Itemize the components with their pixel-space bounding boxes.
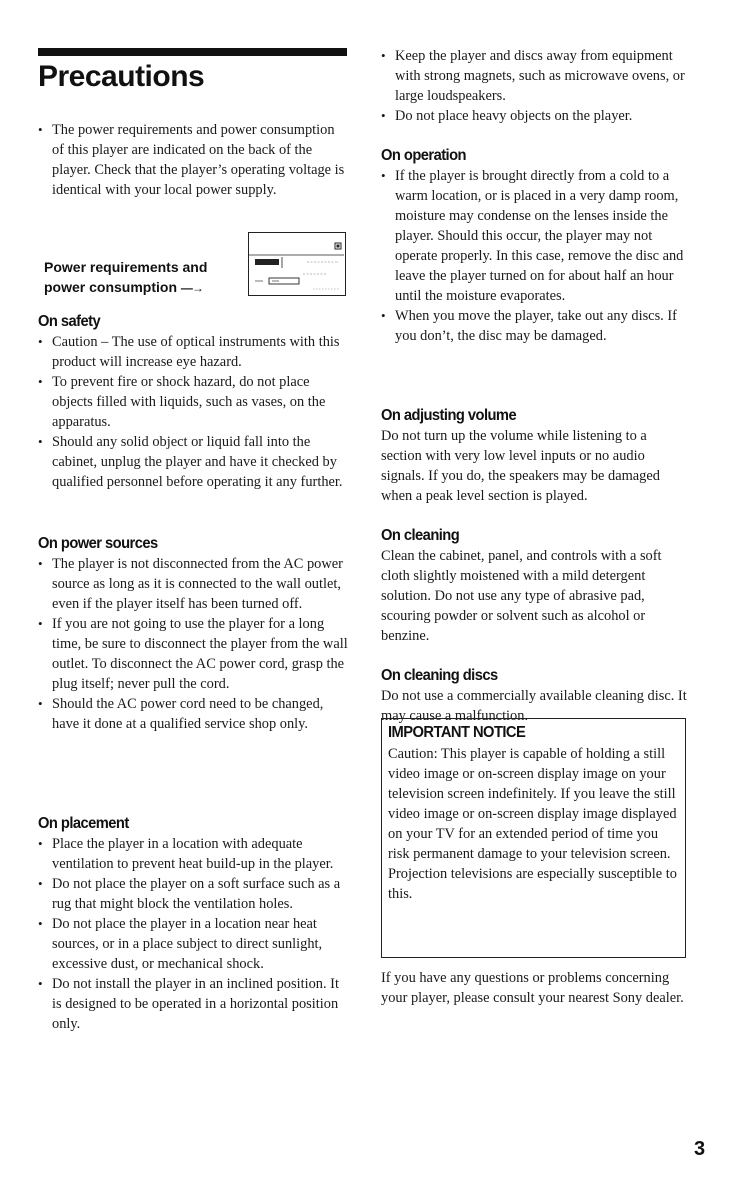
safety-list xyxy=(38,332,350,492)
arrow-right-icon: —→ xyxy=(180,281,203,295)
on-cleaning-section xyxy=(381,526,689,646)
callout-line-1: Power requirements and xyxy=(44,259,208,275)
on-cleaning-discs-section xyxy=(381,666,689,726)
notice-text: Caution: This player is capable of holding a still video image or on-screen display image on your television screen indefinitely. If you leave the still video image or on-screen display image displayed on your TV for an extended period of time you risk permanent damage to your television screen. Projection televisions are especially susceptible to this. xyxy=(388,746,677,902)
list-item: • Do not place the player on a soft surface such as a rug that might block the ventilation holes. xyxy=(38,874,350,914)
rating-plate-drawing xyxy=(249,233,344,294)
power-requirements-callout xyxy=(44,257,207,298)
list-item: • Caution – The use of optical instruments with this product will increase eye hazard. xyxy=(38,332,350,372)
operation-list xyxy=(381,166,689,346)
list-item: • The player is not disconnected from the AC power source as long as it is connected to the wall outlet, even if the player itself has been turned off. xyxy=(38,554,350,614)
placement-continued-section xyxy=(381,46,689,126)
section-heading: On cleaning discs xyxy=(381,667,498,684)
placement-list xyxy=(38,834,350,1034)
section-heading: On power sources xyxy=(38,535,158,552)
list-item: • Do not place the player in a location near heat sources, or in a place subject to direct sunlight, excessive dust, or mechanical shock. xyxy=(38,914,350,974)
title-rule xyxy=(38,48,347,56)
placement-continued-list xyxy=(381,46,689,126)
list-item: • Do not install the player in an inclined position. It is designed to be operated in a horizontal position only. xyxy=(38,974,350,1034)
list-item: • When you move the player, take out any discs. If you don’t, the disc may be damaged. xyxy=(381,306,689,346)
closing-section xyxy=(381,968,689,1008)
callout-line-2: power consumption xyxy=(44,279,177,295)
list-item: • Should the AC power cord need to be changed, have it done at a qualified service shop only. xyxy=(38,694,350,734)
section-text: Clean the cabinet, panel, and controls with a soft cloth slightly moistened with a mild detergent solution. Do not use any type of abrasive pad, scouring powder or solvent such as alcohol or benzine. xyxy=(381,548,662,644)
on-power-sources-section xyxy=(38,534,350,734)
intro-section xyxy=(38,120,350,200)
list-item: • Do not place heavy objects on the player. xyxy=(381,106,689,126)
page-title: Precautions xyxy=(38,60,205,93)
list-item: • To prevent fire or shock hazard, do not place objects filled with liquids, such as vases, on the apparatus. xyxy=(38,372,350,432)
section-text: Do not turn up the volume while listening to a section with very low level inputs or no audio signals. If you do, the speakers may be damaged when a peak level section is played. xyxy=(381,428,660,504)
on-placement-section xyxy=(38,814,350,1034)
section-heading: On operation xyxy=(381,147,466,164)
intro-list xyxy=(38,120,350,200)
section-heading: On placement xyxy=(38,815,129,832)
section-heading: On cleaning xyxy=(381,527,460,544)
closing-text: If you have any questions or problems concerning your player, please consult your nearest Sony dealer. xyxy=(381,970,684,1006)
section-heading: On safety xyxy=(38,313,101,330)
list-item: • If you are not going to use the player for a long time, be sure to disconnect the player from the wall outlet. To disconnect the AC power cord, grasp the plug itself; never pull the cord. xyxy=(38,614,350,694)
important-notice-box xyxy=(381,718,686,958)
on-adjusting-volume-section xyxy=(381,406,689,506)
list-item: • Should any solid object or liquid fall into the cabinet, unplug the player and have it checked by qualified personnel before operating it any further. xyxy=(38,432,350,492)
rating-plate-illustration xyxy=(248,232,346,296)
list-item: • If the player is brought directly from a cold to a warm location, or is placed in a very damp room, moisture may condense on the lenses inside the player. Should this occur, the player may not operate properly. In this case, remove the disc and leave the player turned on for about half an hour until the moisture evaporates. xyxy=(381,166,689,306)
list-item: • The power requirements and power consumption of this player are indicated on the back of the player. Check that the player’s operating voltage is identical with your local power supply. xyxy=(38,120,350,200)
section-text: Do not use a commercially available cleaning disc. It may cause a malfunction. xyxy=(381,688,687,724)
power-sources-list xyxy=(38,554,350,734)
list-item: • Keep the player and discs away from equipment with strong magnets, such as microwave ovens, or large loudspeakers. xyxy=(381,46,689,106)
page-number: 3 xyxy=(694,1138,706,1160)
on-operation-section xyxy=(381,146,689,346)
list-item: • Place the player in a location with adequate ventilation to prevent heat build-up in the player. xyxy=(38,834,350,874)
section-heading: On adjusting volume xyxy=(381,407,517,424)
on-safety-section xyxy=(38,312,350,492)
notice-heading: IMPORTANT NOTICE xyxy=(388,724,526,741)
